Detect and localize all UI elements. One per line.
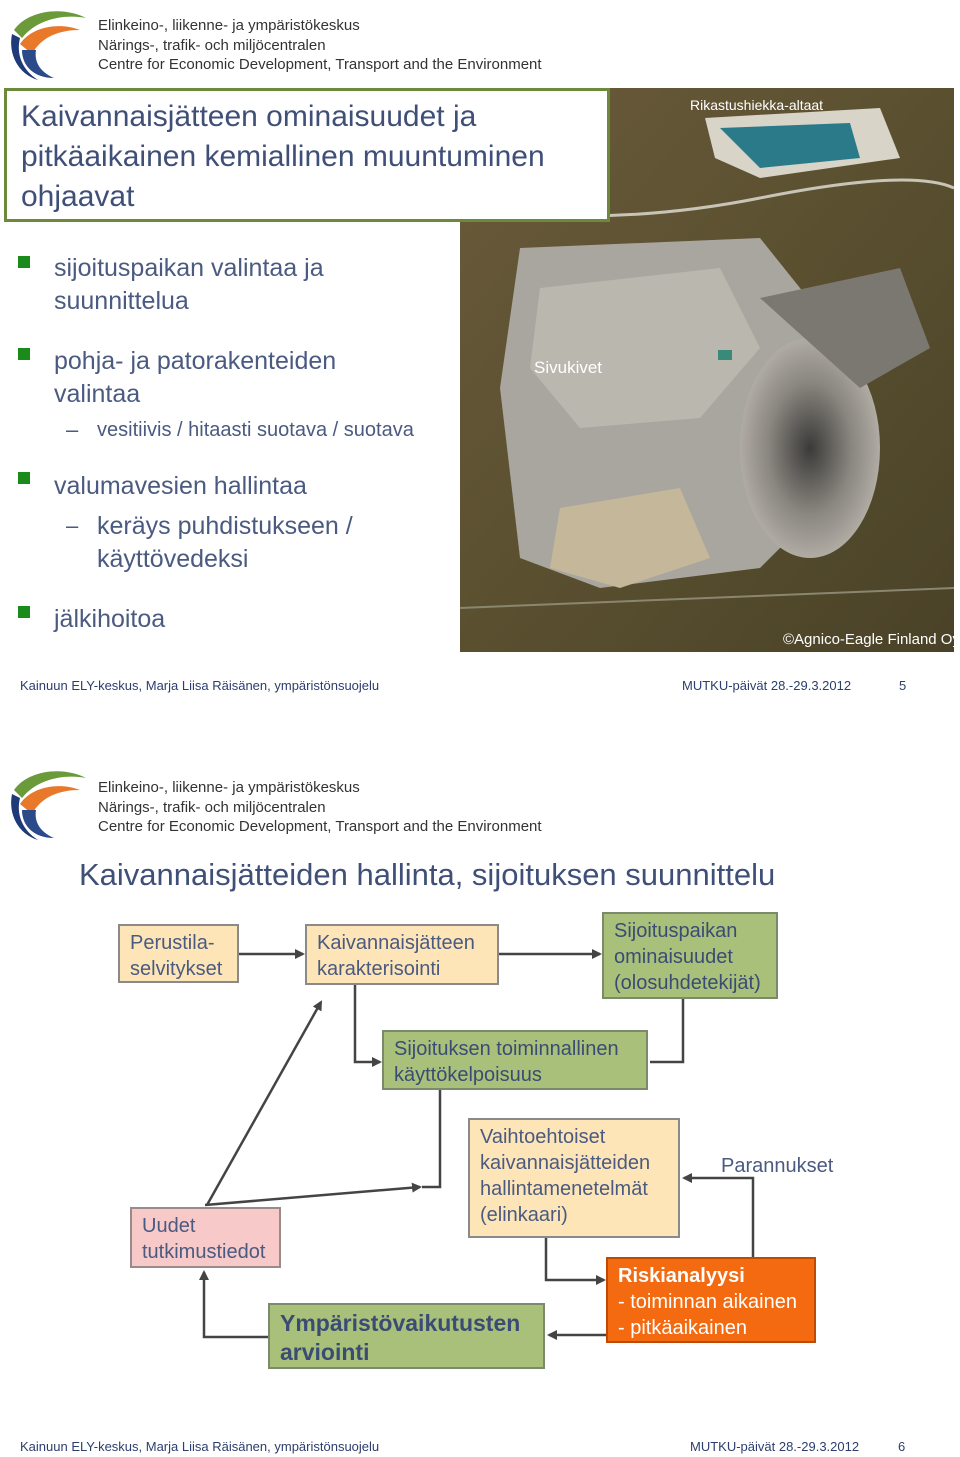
title-line-2: pitkäaikainen kemiallinen muuntuminen xyxy=(21,140,545,173)
box-perustilaselvitykset xyxy=(118,924,239,983)
box-line: - toiminnan aikainen xyxy=(618,1291,797,1313)
bullet-2-line-1: pohja- ja patorakenteiden xyxy=(54,347,337,375)
bullet-1-line-1: sijoituspaikan valintaa ja xyxy=(54,254,324,282)
logo-line-sv: Närings-, trafik- och miljöcentralen xyxy=(98,36,326,54)
logo-line-en: Centre for Economic Development, Transport and the Environment xyxy=(98,818,542,835)
box-line: Kaivannaisjätteen xyxy=(317,932,475,954)
box-uudet-tutkimustiedot xyxy=(130,1207,281,1268)
box-karakterisointi xyxy=(305,924,499,985)
bullet-4: jälkihoitoa xyxy=(54,605,166,633)
box-riskianalyysi xyxy=(606,1257,816,1343)
sub-bullet-2-1: vesitiivis / hitaasti suotava / suotava xyxy=(97,419,414,441)
box-ymparistovaikutusten-arviointi xyxy=(268,1303,545,1369)
photo-label-tailings: Rikastushiekka-altaat xyxy=(690,97,824,113)
box-line: Perustila- xyxy=(130,932,215,954)
photo-credit: ©Agnico-Eagle Finland Oy xyxy=(783,631,960,648)
sub-bullet-3-line-1: keräys puhdistukseen / xyxy=(97,512,353,540)
box-line: - pitkäaikainen xyxy=(618,1317,747,1339)
box-vaihtoehtoiset-hallintamenetelmat xyxy=(468,1118,680,1238)
logo-line-fi: Elinkeino-, liikenne- ja ympäristökeskus xyxy=(98,17,360,34)
box-line: karakterisointi xyxy=(317,958,441,980)
box-heading: Riskianalyysi xyxy=(618,1265,745,1287)
sub-bullet-3-line-2: käyttövedeksi xyxy=(97,545,249,573)
box-line: (olosuhdetekijät) xyxy=(614,972,761,994)
box-line: selvitykset xyxy=(130,958,223,980)
box-line: arviointi xyxy=(280,1339,370,1365)
footer-page-number: 6 xyxy=(898,1439,906,1454)
title-line-3: ohjaavat xyxy=(21,180,135,213)
logo-line-sv: Närings-, trafik- och miljöcentralen xyxy=(98,798,326,816)
box-line: kaivannaisjätteiden xyxy=(480,1152,651,1174)
box-toiminnallinen-kayttokelpoisuus xyxy=(382,1030,648,1090)
dash-marker: – xyxy=(66,417,79,442)
footer-left: Kainuun ELY-keskus, Marja Liisa Räisänen, ympäristönsuojelu xyxy=(20,678,380,693)
footer-left: Kainuun ELY-keskus, Marja Liisa Räisänen, ympäristönsuojelu xyxy=(20,1439,380,1454)
dash-marker: – xyxy=(66,513,79,538)
label-parannukset: Parannukset xyxy=(721,1155,834,1177)
box-sijoituspaikan-ominaisuudet xyxy=(602,912,778,999)
box-line: Vaihtoehtoiset xyxy=(480,1126,606,1148)
logo-line-fi: Elinkeino-, liikenne- ja ympäristökeskus xyxy=(98,779,360,796)
logo-line-en: Centre for Economic Development, Transport and the Environment xyxy=(98,56,542,73)
bullet-3: valumavesien hallintaa xyxy=(54,472,307,500)
box-line: tutkimustiedot xyxy=(142,1241,266,1263)
box-line: hallintamenetelmät xyxy=(480,1178,648,1200)
slide-2-title: Kaivannaisjätteiden hallinta, sijoituksen suunnittelu xyxy=(79,857,776,892)
box-line: Sijoituksen toiminnallinen xyxy=(394,1038,619,1060)
bullet-1-line-2: suunnittelua xyxy=(54,287,189,315)
footer-date: MUTKU-päivät 28.-29.3.2012 xyxy=(682,678,852,693)
box-line: Ympäristövaikutusten xyxy=(280,1310,521,1336)
box-line: Uudet xyxy=(142,1215,196,1237)
footer-page-number: 5 xyxy=(899,678,907,693)
photo-label-waste-rock: Sivukivet xyxy=(534,358,603,377)
box-line: käyttökelpoisuus xyxy=(394,1064,542,1086)
bullet-2-line-2: valintaa xyxy=(54,380,141,408)
box-line: Sijoituspaikan xyxy=(614,920,738,942)
footer-date: MUTKU-päivät 28.-29.3.2012 xyxy=(690,1439,860,1454)
title-line-1: Kaivannaisjätteen ominaisuudet ja xyxy=(21,100,477,133)
box-line: ominaisuudet xyxy=(614,946,733,968)
box-line: (elinkaari) xyxy=(480,1204,568,1226)
